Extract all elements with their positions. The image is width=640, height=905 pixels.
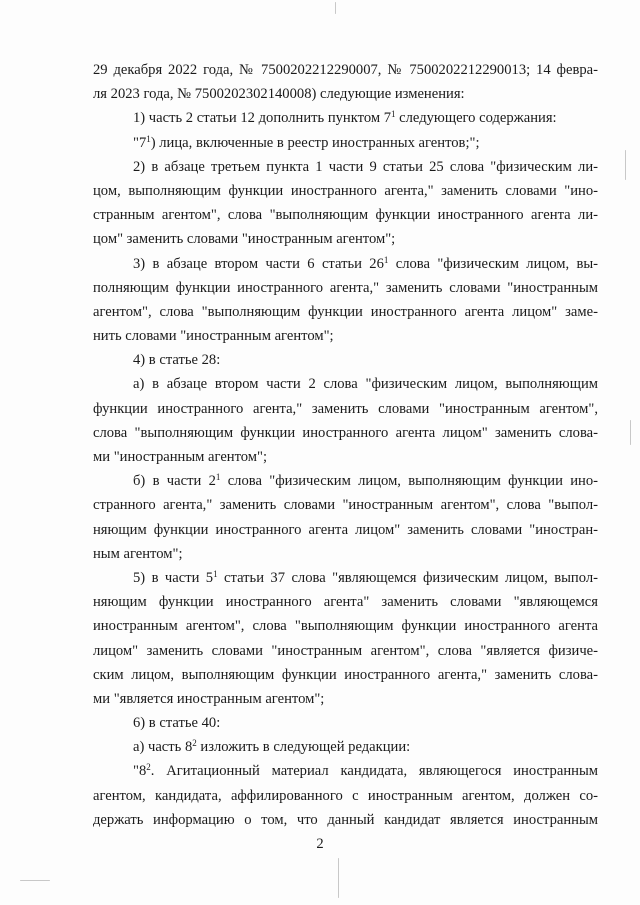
scan-artifact — [335, 2, 336, 14]
scan-artifact — [338, 858, 339, 898]
superscript: 1 — [215, 472, 221, 483]
superscript: 1 — [213, 568, 218, 579]
text-line: "$8^2$. Агитационный материал кандидата, являющегося иностранным — [133, 762, 598, 780]
text-line: держать информацию о том, что данный кандидат является иностранным — [93, 811, 598, 828]
text-line: няющим функции иностранного агента лицом" заменить словами "иностран- — [93, 521, 598, 538]
text-line: ным агентом"; — [93, 545, 183, 562]
text-line: функции иностранного агента," заменить словами "иностранным агентом", — [93, 400, 598, 417]
text-line: странным агентом", слова "выполняющим функции иностранного агента ли- — [93, 207, 598, 224]
text-line: 5) в части $5^1$ статьи 37 слова "являющемся физическим лицом, выпол- — [133, 568, 598, 586]
scan-artifact — [625, 150, 626, 180]
text-line: а) часть $8^2$ изложить в следующей редакции: — [133, 738, 411, 756]
text-line: слова "выполняющим функции иностранного агента лицом" заменить слова- — [93, 424, 598, 441]
text-line: 4) в статье 28: — [133, 352, 221, 369]
text-line: агентом", слова "выполняющим функции иностранного агента лицом" заме- — [93, 303, 598, 320]
text-line: иностранным агентом", слова "выполняющим функции иностранного агента — [93, 618, 598, 635]
superscript: 2 — [146, 762, 151, 773]
text-line: 6) в статье 40: — [133, 715, 221, 732]
text-line: ми "иностранным агентом"; — [93, 449, 268, 465]
superscript: 2 — [192, 738, 197, 749]
text-line: цом" заменить словами "иностранным агентом"; — [93, 231, 396, 248]
text-line: цом, выполняющим функции иностранного агента," заменить словами "ино- — [93, 182, 598, 199]
text-line: странного агента," заменить словами "иностранным агентом", слова "выпол- — [93, 497, 598, 514]
text-line: "$7^1$) лица, включенные в реестр иностранных агентов;"; — [133, 133, 480, 151]
text-line: ми "является иностранным агентом"; — [93, 690, 325, 707]
page-number: 2 — [316, 836, 324, 852]
text-line: 3) в абзаце втором части 6 статьи $26^1$ слова "физическим лицом, вы- — [133, 254, 598, 272]
text-line: ским лицом, выполняющим функции иностранного агента," заменить слова- — [93, 666, 598, 683]
text-line: а) в абзаце втором части 2 слова "физическим лицом, выполняющим — [133, 376, 598, 393]
text-line: нить словами "иностранным агентом"; — [93, 328, 334, 345]
text-line: агентом, кандидата, аффилированного с иностранным агентом, должен со- — [93, 787, 598, 804]
text-line: няющим функции иностранного агента" заменить словами "являющемся — [93, 594, 598, 611]
superscript: 1 — [146, 133, 151, 144]
text-line: 2) в абзаце третьем пункта 1 части 9 статьи 25 слова "физическим ли- — [133, 158, 598, 175]
superscript: 1 — [383, 254, 389, 265]
text-line: 29 декабря 2022 года, № 7500202212290007, № 7500202212290013; 14 февра- — [93, 62, 598, 78]
scan-artifact — [630, 420, 631, 445]
superscript: 1 — [391, 109, 396, 120]
text-line: б) в части $2^1$ слова "физическим лицом, выполняющим функции ино- — [133, 472, 598, 490]
text-line: полняющим функции иностранного агента," заменить словами "иностранным — [93, 279, 598, 296]
document-body — [93, 58, 598, 832]
text-line: 1) часть 2 статьи 12 дополнить пунктом $7^1$ следующего содержания: — [133, 109, 557, 127]
text-line: ля 2023 года, № 7500202302140008) следующие изменения: — [93, 86, 465, 103]
scan-artifact — [20, 880, 50, 881]
text-line: лицом" заменить словами "иностранным агентом", слова "является физиче- — [93, 642, 598, 659]
